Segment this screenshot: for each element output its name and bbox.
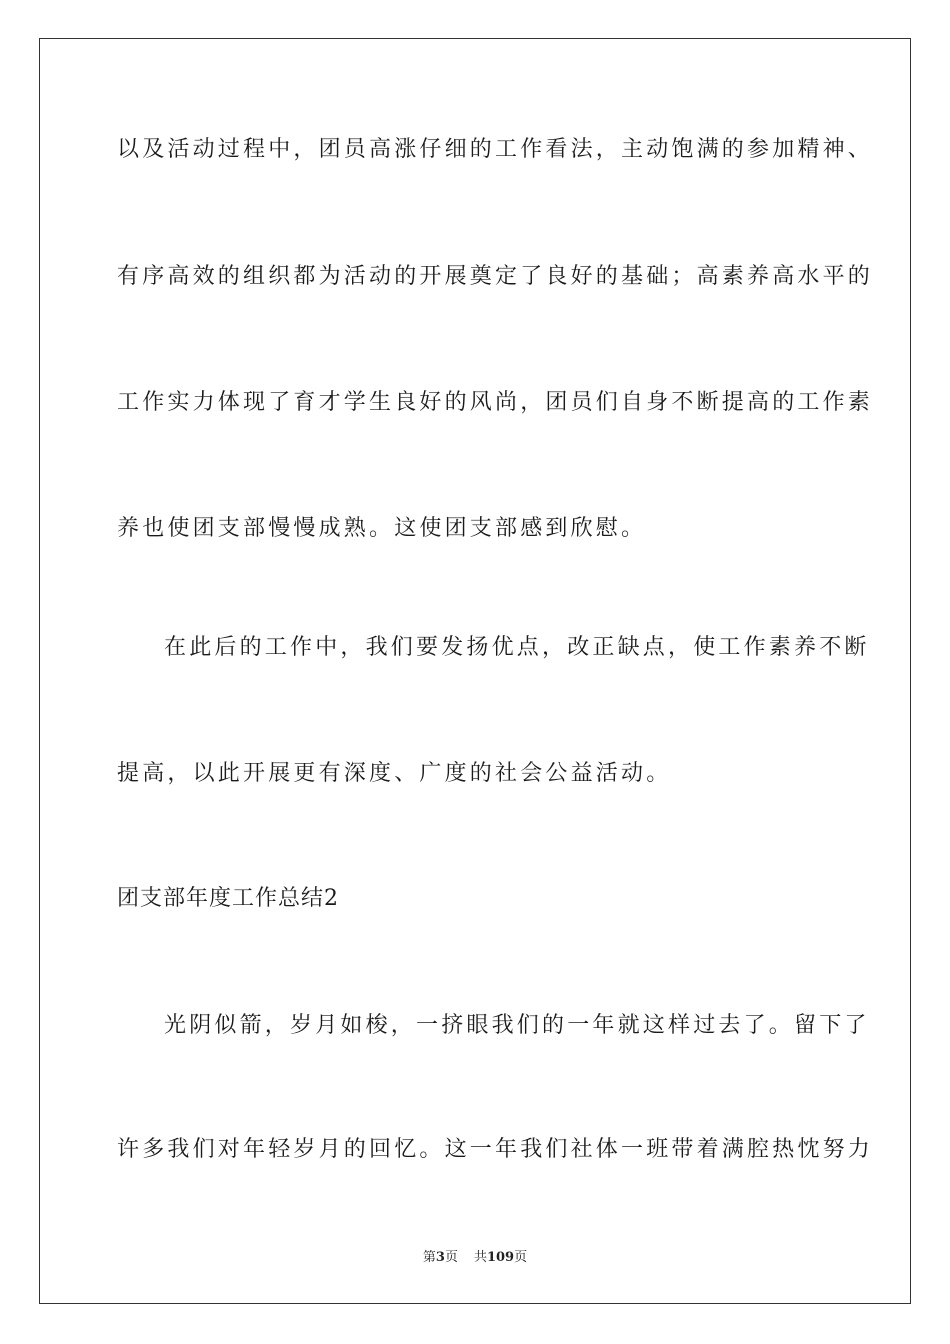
paragraph-line: 提高，以此开展更有深度、广度的社会公益活动。 [117, 761, 672, 786]
page-footer [0, 1249, 950, 1267]
paragraph-line: 光阴似箭，岁月如梭，一挤眼我们的一年就这样过去了。留下了 [164, 1013, 870, 1038]
paragraph-line: 许多我们对年轻岁月的回忆。这一年我们社体一班带着满腔热忱努力 [117, 1137, 874, 1162]
page-border [39, 38, 911, 1304]
paragraph-line: 有序高效的组织都为活动的开展奠定了良好的基础；高素养高水平的 [117, 264, 874, 289]
paragraph-line: 在此后的工作中，我们要发扬优点，改正缺点，使工作素养不断 [164, 635, 870, 660]
paragraph-line: 以及活动过程中，团员高涨仔细的工作看法，主动饱满的参加精神、 [117, 137, 874, 162]
paragraph-line: 工作实力体现了育才学生良好的风尚，团员们自身不断提高的工作素 [117, 390, 874, 415]
page-number: 第3页 [422, 1250, 458, 1265]
paragraph-line: 养也使团支部慢慢成熟。这使团支部感到欣慰。 [117, 516, 647, 541]
page-total: 共109页 [473, 1250, 528, 1265]
section-heading: 团支部年度工作总结2 [117, 886, 339, 911]
